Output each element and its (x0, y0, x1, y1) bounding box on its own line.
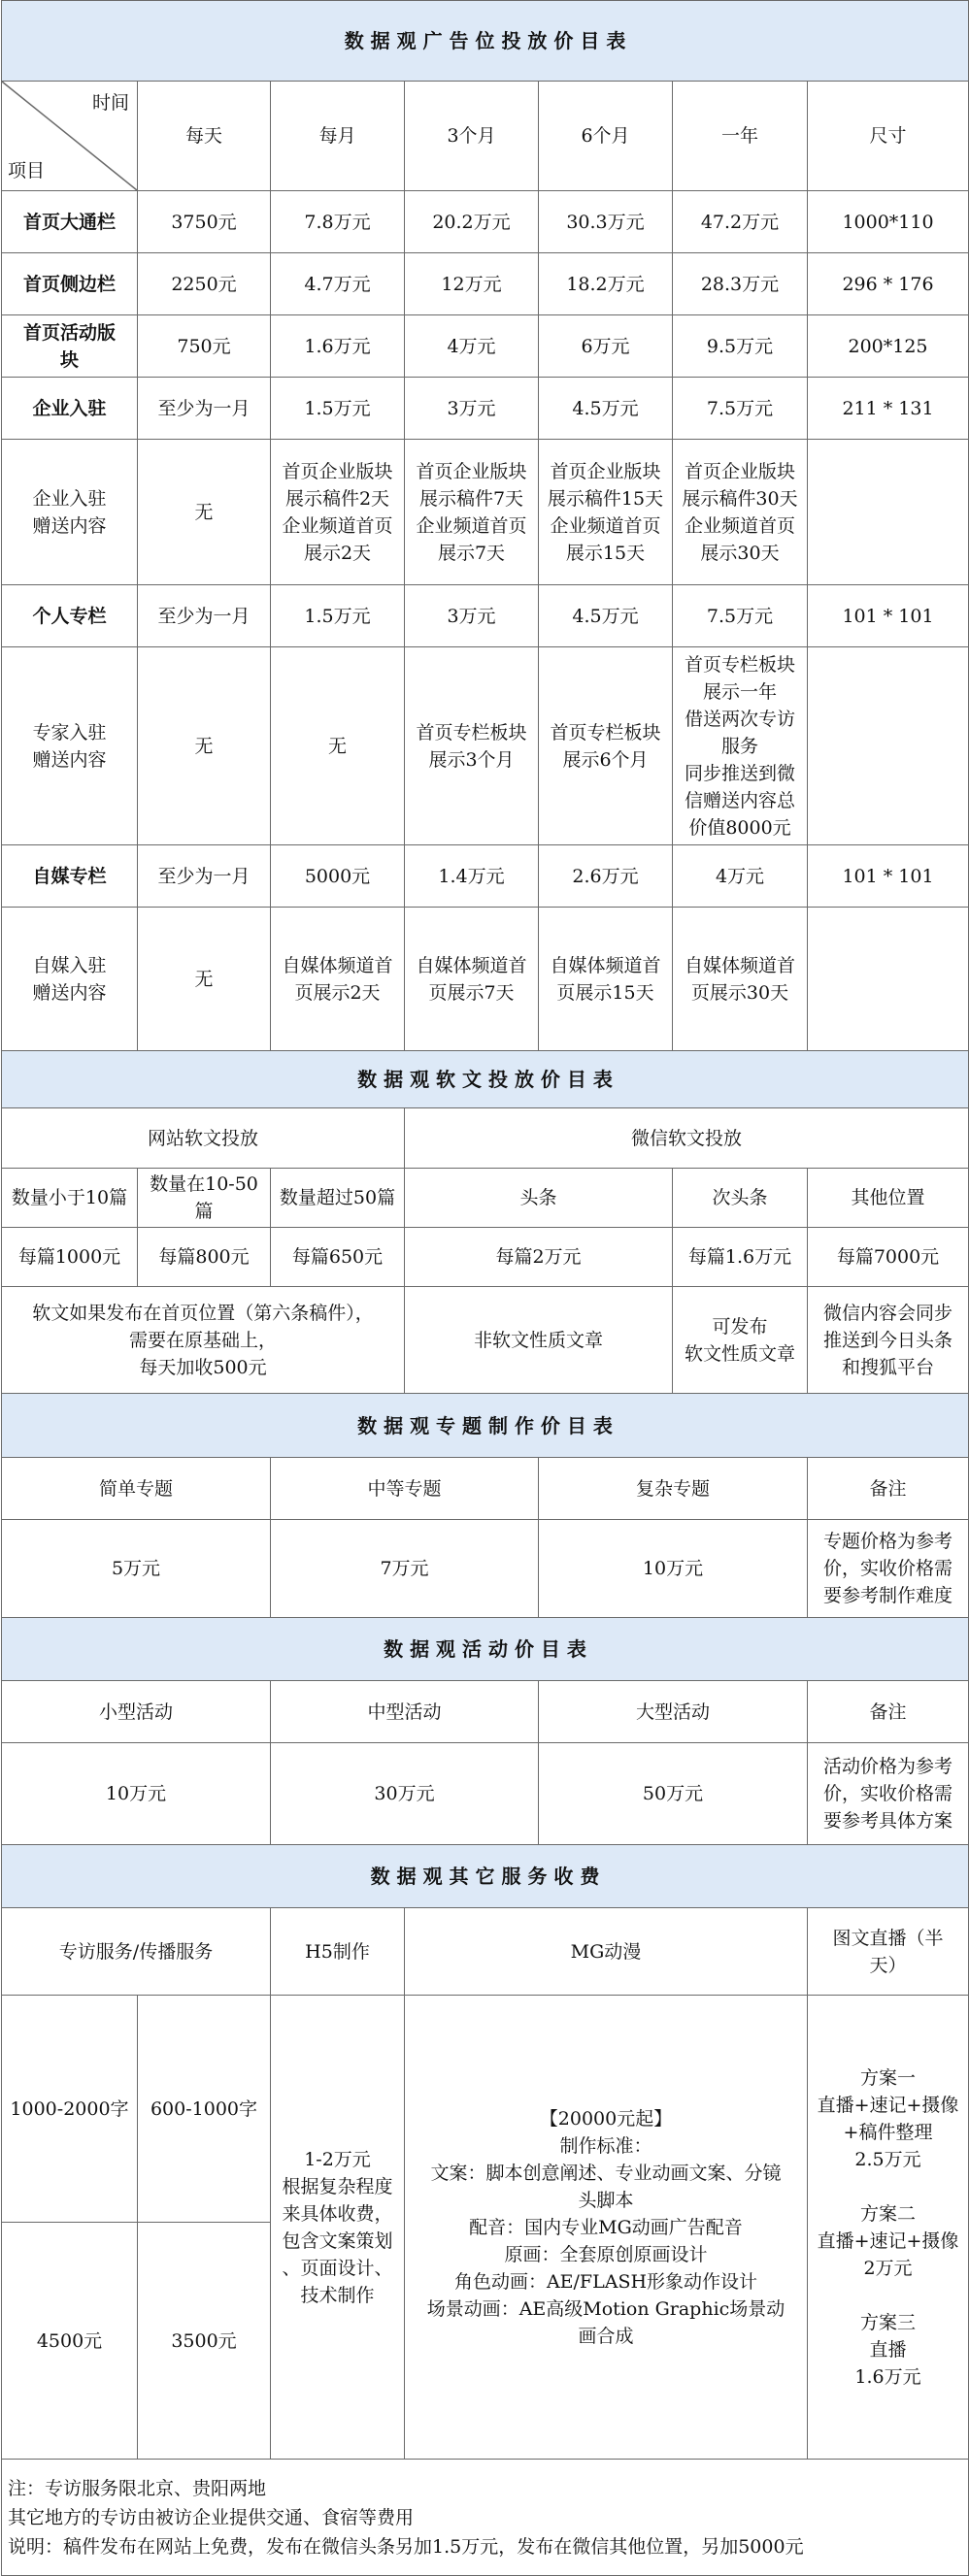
cell: 中等专题 (271, 1458, 539, 1520)
row-name: 企业入驻 (2, 378, 138, 440)
corner-header (2, 82, 138, 191)
cell: 2.6万元 (539, 845, 673, 908)
cell: 非软文性质文章 (405, 1287, 673, 1394)
cell: 备注 (808, 1681, 969, 1743)
cell (808, 647, 969, 845)
table-row (2, 1520, 969, 1618)
cell: 复杂专题 (539, 1458, 808, 1520)
cell: 200*125 (808, 315, 969, 378)
cell: 每篇1000元 (2, 1228, 138, 1287)
table-row (2, 1458, 969, 1520)
cell: 每篇7000元 (808, 1228, 969, 1287)
cell: 4万元 (405, 315, 539, 378)
cell: 每篇1.6万元 (673, 1228, 808, 1287)
cell (808, 908, 969, 1051)
topic-section-title: 数 据 观 专 题 制 作 价 目 表 (2, 1394, 969, 1458)
cell: 微信内容会同步 推送到今日头条 和搜狐平台 (808, 1287, 969, 1394)
table-row (2, 1996, 969, 2223)
table-row (2, 1681, 969, 1743)
table-row (2, 440, 969, 585)
cell: 数量超过50篇 (271, 1169, 405, 1228)
cell: 50万元 (539, 1743, 808, 1845)
cell: 首页企业版块 展示稿件30天 企业频道首页 展示30天 (673, 440, 808, 585)
corner-item-label: 项目 (8, 160, 46, 182)
cell: 28.3万元 (673, 253, 808, 315)
cell: 首页专栏板块 展示一年 借送两次专访 服务 同步推送到微 信赠送内容总 价值8000元 (673, 647, 808, 845)
cell: 30.3万元 (539, 191, 673, 253)
cell: 首页企业版块 展示稿件7天 企业频道首页 展示7天 (405, 440, 539, 585)
cell: 47.2万元 (673, 191, 808, 253)
cell: 自媒体频道首 页展示30天 (673, 908, 808, 1051)
cell: 无 (271, 647, 405, 845)
table-row (2, 908, 969, 1051)
table-row (2, 378, 969, 440)
table-row (2, 1287, 969, 1394)
cell: 首页企业版块 展示稿件2天 企业频道首页 展示2天 (271, 440, 405, 585)
cell: 9.5万元 (673, 315, 808, 378)
site-header: 网站软文投放 (2, 1108, 405, 1169)
h5-description: 1-2万元 根据复杂程度 来具体收费， 包含文案策划 、页面设计、 技术制作 (271, 1996, 405, 2460)
price-table (1, 0, 969, 2576)
table-row (2, 315, 969, 378)
cell: 296 * 176 (808, 253, 969, 315)
cell: 每篇650元 (271, 1228, 405, 1287)
row-name: 自媒入驻 赠送内容 (2, 908, 138, 1051)
cell: 至少为一月 (138, 378, 271, 440)
wechat-header: 微信软文投放 (405, 1108, 969, 1169)
cell: 1000*110 (808, 191, 969, 253)
cell: 其他位置 (808, 1169, 969, 1228)
cell: 小型活动 (2, 1681, 271, 1743)
table-row (2, 1228, 969, 1287)
col-header: 每天 (138, 82, 271, 191)
footnotes: 注：专访服务限北京、贵阳两地 其它地方的专访由被访企业提供交通、食宿等费用 说明：稿件发布在网站上免费，发布在微信头条另加1.5万元，发布在微信其他位置，另加5000元 (2, 2460, 969, 2576)
corner-time-label: 时间 (91, 92, 129, 114)
soft-section-title: 数 据 观 软 文 投 放 价 目 表 (2, 1051, 969, 1108)
cell: 活动价格为参考 价，实收价格需 要参考具体方案 (808, 1743, 969, 1845)
cell: 211 * 131 (808, 378, 969, 440)
cell: 可发布 软文性质文章 (673, 1287, 808, 1394)
cell: 1.5万元 (271, 585, 405, 647)
cell: 5000元 (271, 845, 405, 908)
row-name: 专家入驻 赠送内容 (2, 647, 138, 845)
cell: 1.5万元 (271, 378, 405, 440)
table-row (2, 191, 969, 253)
cell: 1000-2000字 (2, 1996, 138, 2223)
cell: 30万元 (271, 1743, 539, 1845)
cell: 无 (138, 647, 271, 845)
cell: 600-1000字 (138, 1996, 271, 2223)
cell: 2250元 (138, 253, 271, 315)
cell: 数量小于10篇 (2, 1169, 138, 1228)
cell: 3750元 (138, 191, 271, 253)
cell: 专题价格为参考 价，实收价格需 要参考制作难度 (808, 1520, 969, 1618)
live-description: 方案一 直播+速记+摄像 +稿件整理 2.5万元 方案二 直播+速记+摄像 2万元 方案三 直播 1.6万元 (808, 1996, 969, 2460)
cell: 4.7万元 (271, 253, 405, 315)
cell: 750元 (138, 315, 271, 378)
mg-description: 【20000元起】 制作标准： 文案：脚本创意阐述、专业动画文案、分镜 头脚本 配音：国内专业MG动画广告配音 原画：全套原创原画设计 角色动画：AE/FLASH形象动作设计 场景动画：AE高级Motion Graphic场景动 画合成 (405, 1996, 808, 2460)
cell: 次头条 (673, 1169, 808, 1228)
col-header: 尺寸 (808, 82, 969, 191)
table-row (2, 1908, 969, 1996)
cell: 20.2万元 (405, 191, 539, 253)
cell: 4.5万元 (539, 585, 673, 647)
cell: H5制作 (271, 1908, 405, 1996)
cell: 每篇800元 (138, 1228, 271, 1287)
cell: 首页专栏板块 展示6个月 (539, 647, 673, 845)
row-name: 首页活动版 块 (2, 315, 138, 378)
cell: 头条 (405, 1169, 673, 1228)
cell: 备注 (808, 1458, 969, 1520)
row-name: 企业入驻 赠送内容 (2, 440, 138, 585)
cell: 自媒体频道首 页展示7天 (405, 908, 539, 1051)
cell: 12万元 (405, 253, 539, 315)
cell: 自媒体频道首 页展示2天 (271, 908, 405, 1051)
cell: 4万元 (673, 845, 808, 908)
cell: 中型活动 (271, 1681, 539, 1743)
cell: 18.2万元 (539, 253, 673, 315)
cell: 软文如果发布在首页位置（第六条稿件）， 需要在原基础上， 每天加收500元 (2, 1287, 405, 1394)
row-name: 首页大通栏 (2, 191, 138, 253)
cell: 图文直播（半 天） (808, 1908, 969, 1996)
col-header: 3个月 (405, 82, 539, 191)
cell: 首页企业版块 展示稿件15天 企业频道首页 展示15天 (539, 440, 673, 585)
col-header: 一年 (673, 82, 808, 191)
cell: 4500元 (2, 2223, 138, 2460)
cell: 自媒体频道首 页展示15天 (539, 908, 673, 1051)
cell: 至少为一月 (138, 845, 271, 908)
cell: 无 (138, 440, 271, 585)
cell: 7.5万元 (673, 378, 808, 440)
cell: 3万元 (405, 378, 539, 440)
cell: 101 * 101 (808, 585, 969, 647)
cell: 7.5万元 (673, 585, 808, 647)
cell: 6万元 (539, 315, 673, 378)
cell: 7.8万元 (271, 191, 405, 253)
cell: 至少为一月 (138, 585, 271, 647)
ad-section-title: 数 据 观 广 告 位 投 放 价 目 表 (2, 1, 969, 82)
table-row (2, 845, 969, 908)
table-row (2, 1169, 969, 1228)
cell: 专访服务/传播服务 (2, 1908, 271, 1996)
cell: 101 * 101 (808, 845, 969, 908)
cell: 10万元 (2, 1743, 271, 1845)
cell: 7万元 (271, 1520, 539, 1618)
cell: 5万元 (2, 1520, 271, 1618)
cell: 3万元 (405, 585, 539, 647)
cell: 10万元 (539, 1520, 808, 1618)
activity-section-title: 数 据 观 活 动 价 目 表 (2, 1618, 969, 1681)
cell: 1.6万元 (271, 315, 405, 378)
row-name: 自媒专栏 (2, 845, 138, 908)
cell: 数量在10-50 篇 (138, 1169, 271, 1228)
cell: 无 (138, 908, 271, 1051)
other-section-title: 数 据 观 其 它 服 务 收 费 (2, 1845, 969, 1908)
cell: MG动漫 (405, 1908, 808, 1996)
col-header: 每月 (271, 82, 405, 191)
table-row (2, 253, 969, 315)
cell: 每篇2万元 (405, 1228, 673, 1287)
cell: 简单专题 (2, 1458, 271, 1520)
row-name: 首页侧边栏 (2, 253, 138, 315)
table-row (2, 1743, 969, 1845)
row-name: 个人专栏 (2, 585, 138, 647)
cell: 首页专栏板块 展示3个月 (405, 647, 539, 845)
cell: 4.5万元 (539, 378, 673, 440)
cell: 1.4万元 (405, 845, 539, 908)
col-header: 6个月 (539, 82, 673, 191)
cell: 大型活动 (539, 1681, 808, 1743)
cell: 3500元 (138, 2223, 271, 2460)
table-row (2, 647, 969, 845)
table-row (2, 585, 969, 647)
cell (808, 440, 969, 585)
